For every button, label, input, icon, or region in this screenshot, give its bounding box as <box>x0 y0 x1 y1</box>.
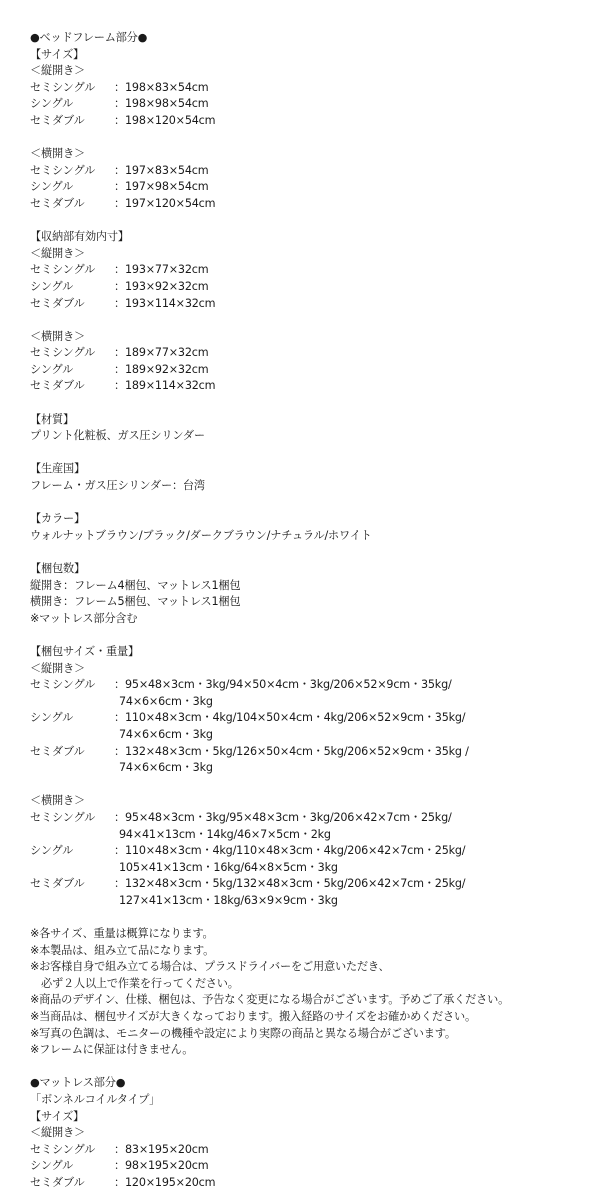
storage-title: 【収納部有効内寸】 <box>30 230 129 244</box>
spacer <box>30 130 600 147</box>
row-label: シングル <box>30 180 74 194</box>
size-horizontal-row <box>30 163 600 180</box>
row-value: ：95×48×3cm・3kg/94×50×4cm・3kg/206×52×9cm・35kg/ <box>114 678 452 692</box>
mattress-size-row <box>30 1142 600 1159</box>
row-label: セミシングル <box>30 163 96 177</box>
package-vertical-row <box>30 710 600 727</box>
packages-line: 横開き：フレーム5梱包、マットレス1梱包 <box>30 595 241 609</box>
row-label: セミシングル <box>30 80 96 94</box>
row-value: ：110×48×3cm・4kg/104×50×4cm・4kg/206×52×9cm・35kg/ <box>114 711 466 725</box>
row-label: シングル <box>30 711 74 725</box>
material-title: 【材質】 <box>30 412 74 426</box>
row-label: セミダブル <box>30 379 85 393</box>
row-value: ：132×48×3cm・5kg/126×50×4cm・5kg/206×52×9cm・35kg / <box>114 744 469 758</box>
row-label: シングル <box>30 362 74 376</box>
color-title: 【カラー】 <box>30 512 85 526</box>
size-vertical-title: ＜縦開き＞ <box>30 64 85 78</box>
row-label: セミダブル <box>30 744 85 758</box>
row-label: シングル <box>30 1159 74 1173</box>
package-horizontal-row <box>30 843 600 860</box>
color-text: ウォルナットブラウン/ブラック/ダークブラウン/ナチュラル/ホワイト <box>30 528 372 542</box>
package-size-vertical-title: ＜縦開き＞ <box>30 661 85 675</box>
row-value: ：197×120×54cm <box>114 196 216 210</box>
row-value: ：132×48×3cm・5kg/132×48×3cm・5kg/206×42×7cm・25kg/ <box>114 877 466 891</box>
row-continuation: 74×6×6cm・3kg <box>119 694 213 708</box>
origin-text: フレーム・ガス圧シリンダー：台湾 <box>30 479 205 493</box>
row-label: セミシングル <box>30 1142 96 1156</box>
spacer <box>30 495 600 512</box>
row-continuation: 74×6×6cm・3kg <box>119 727 213 741</box>
package-horizontal-row <box>30 810 600 827</box>
storage-vertical-row <box>30 262 600 279</box>
storage-horizontal-row <box>30 362 600 379</box>
spacer <box>30 544 600 561</box>
row-label: セミシングル <box>30 346 96 360</box>
row-value: ：95×48×3cm・3kg/95×48×3cm・3kg/206×42×7cm・25kg/ <box>114 810 452 824</box>
spacer <box>30 213 600 230</box>
spacer <box>30 445 600 462</box>
row-value: ：189×92×32cm <box>114 362 209 376</box>
row-label: セミダブル <box>30 113 85 127</box>
package-size-horizontal-title: ＜横開き＞ <box>30 794 85 808</box>
row-value: ：198×98×54cm <box>114 97 209 111</box>
spacer <box>30 1059 600 1076</box>
row-value: ：193×114×32cm <box>114 296 216 310</box>
storage-horizontal-row <box>30 378 600 395</box>
row-label: セミダブル <box>30 296 85 310</box>
storage-vertical-row <box>30 296 600 313</box>
row-label: セミダブル <box>30 196 85 210</box>
note-line: ※当商品は、梱包サイズが大きくなっております。搬入経路のサイズをお確かめください。 <box>30 1010 476 1024</box>
row-value: ：193×77×32cm <box>114 263 209 277</box>
spacer <box>30 777 600 794</box>
row-label: シングル <box>30 97 74 111</box>
size-horizontal-row <box>30 196 600 213</box>
size-vertical-row <box>30 96 600 113</box>
note-line: ※フレームに保証は付きません。 <box>30 1043 194 1057</box>
row-value: ：198×120×54cm <box>114 113 216 127</box>
row-label: セミダブル <box>30 1175 85 1189</box>
row-label: シングル <box>30 279 74 293</box>
note-line: ※お客様自身で組み立てる場合は、プラスドライバーをご用意いただき、 <box>30 960 390 974</box>
row-label: セミシングル <box>30 263 96 277</box>
row-label: セミシングル <box>30 678 96 692</box>
row-continuation: 127×41×13cm・18kg/63×9×9cm・3kg <box>119 893 338 907</box>
size-horizontal-row <box>30 179 600 196</box>
row-value: ：193×92×32cm <box>114 279 209 293</box>
row-value: ：189×77×32cm <box>114 346 209 360</box>
packages-line: 縦開き：フレーム4梱包、マットレス1梱包 <box>30 578 241 592</box>
row-value: ：83×195×20cm <box>114 1142 209 1156</box>
size-vertical-row <box>30 113 600 130</box>
storage-horizontal-title: ＜横開き＞ <box>30 329 85 343</box>
mattress-vertical-title: ＜縦開き＞ <box>30 1126 85 1140</box>
row-label: シングル <box>30 844 74 858</box>
row-value: ：120×195×20cm <box>114 1175 216 1189</box>
size-horizontal-title: ＜横開き＞ <box>30 147 85 161</box>
mattress-type: 「ボンネルコイルタイプ」 <box>30 1093 161 1106</box>
spacer <box>30 627 600 644</box>
package-vertical-row <box>30 744 600 761</box>
note-line: ※商品のデザイン、仕様、梱包は、予告なく変更になる場合がございます。予めご了承ください。 <box>30 993 510 1007</box>
package-vertical-row <box>30 677 600 694</box>
size-title: 【サイズ】 <box>30 47 85 61</box>
row-value: ：98×195×20cm <box>114 1159 209 1173</box>
packages-line: ※マットレス部分含む <box>30 611 138 625</box>
storage-vertical-title: ＜縦開き＞ <box>30 246 85 260</box>
package-size-title: 【梱包サイズ・重量】 <box>30 644 139 658</box>
row-value: ：197×83×54cm <box>114 163 209 177</box>
mattress-size-row <box>30 1158 600 1175</box>
origin-title: 【生産国】 <box>30 462 85 476</box>
package-horizontal-row <box>30 876 600 893</box>
mattress-heading: ●マットレス部分● <box>30 1076 126 1090</box>
mattress-size-title: 【サイズ】 <box>30 1109 85 1123</box>
size-vertical-row <box>30 80 600 97</box>
frame-heading: ●ベッドフレーム部分● <box>30 31 148 44</box>
spacer <box>30 909 600 926</box>
row-continuation: 74×6×6cm・3kg <box>119 761 213 775</box>
row-continuation: 105×41×13cm・16kg/64×8×5cm・3kg <box>119 860 338 874</box>
spacer <box>30 312 600 329</box>
mattress-size-row <box>30 1175 600 1192</box>
row-label: セミシングル <box>30 810 96 824</box>
note-line: ※本製品は、組み立て品になります。 <box>30 943 215 957</box>
row-label: セミダブル <box>30 877 85 891</box>
row-value: ：110×48×3cm・4kg/110×48×3cm・4kg/206×42×7cm・25kg/ <box>114 844 466 858</box>
storage-vertical-row <box>30 279 600 296</box>
packages-title: 【梱包数】 <box>30 562 85 575</box>
row-value: ：189×114×32cm <box>114 379 216 393</box>
note-line: ※各サイズ、重量は概算になります。 <box>30 927 214 941</box>
storage-horizontal-row <box>30 345 600 362</box>
row-continuation: 94×41×13cm・14kg/46×7×5cm・2kg <box>119 827 331 841</box>
note-line: ※写真の色調は、モニターの機種や設定により実際の商品と異なる場合がございます。 <box>30 1026 456 1040</box>
spacer <box>30 395 600 412</box>
note-line: 必ず２人以上で作業を行ってください。 <box>30 976 239 990</box>
material-text: プリント化粧板、ガス圧シリンダー <box>30 429 205 443</box>
row-value: ：197×98×54cm <box>114 180 209 194</box>
row-value: ：198×83×54cm <box>114 80 209 94</box>
